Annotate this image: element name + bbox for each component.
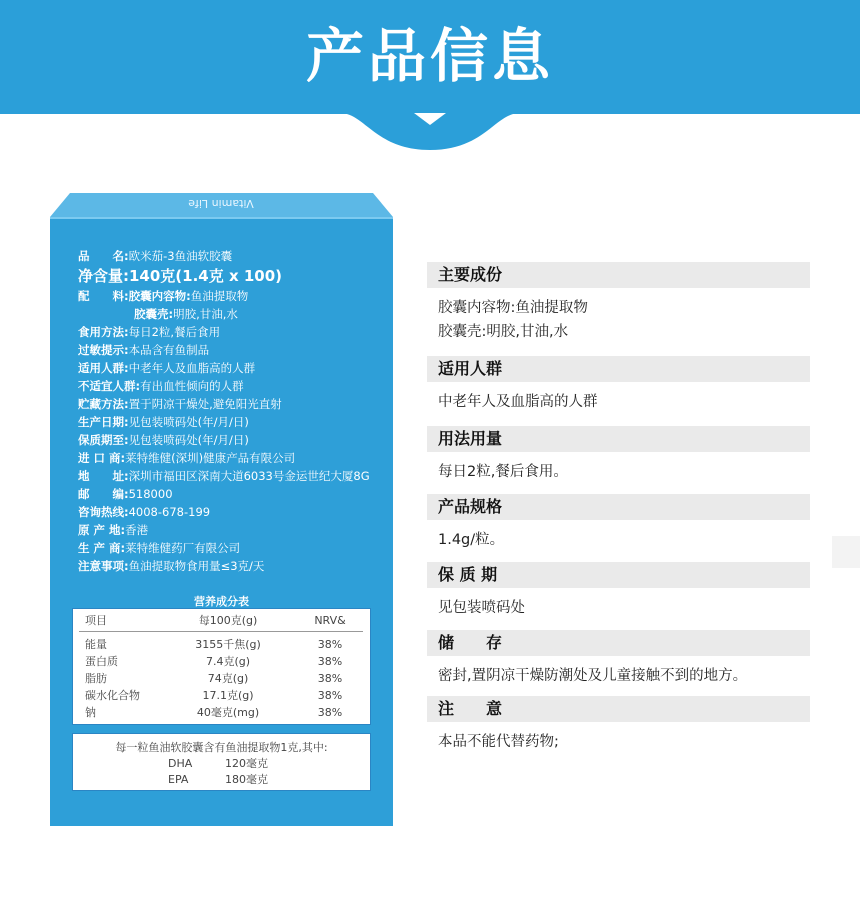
spec-row: [78, 467, 383, 485]
nutrition-cell: 钠: [85, 706, 96, 719]
spec-value: 鱼油提取物食用量≤3克/天: [128, 559, 265, 573]
section-heading: 保 质 期: [427, 562, 810, 588]
spec-row: [78, 377, 383, 395]
spec-value: 莱特维健(深圳)健康产品有限公司: [125, 451, 296, 465]
nutrition-cell: 17.1克(g): [202, 689, 254, 702]
spec-row: [78, 449, 383, 467]
spec-key: 净含量:: [78, 267, 129, 285]
spec-value: 莱特维健药厂有限公司: [125, 541, 241, 555]
nutrition-divider: [79, 631, 363, 632]
spec-value: 中老年人及血脂高的人群: [128, 361, 256, 375]
spec-value: 胶囊壳:: [134, 307, 174, 321]
nutrition-cell: 碳水化合物: [85, 689, 140, 702]
section-heading: 适用人群: [427, 356, 810, 382]
spec-row: [78, 305, 383, 323]
spec-value: 见包装喷码处(年/月/日): [128, 415, 249, 429]
extract-row: [73, 772, 370, 788]
spec-row: [78, 323, 383, 341]
section-heading: 注 意: [427, 696, 810, 722]
spec-key: 不适宜人群:: [78, 379, 141, 393]
box-spec-list: [78, 247, 383, 575]
spec-row: [78, 539, 383, 557]
section-heading: 主要成份: [427, 262, 810, 288]
spec-extra: 明胶,甘油,水: [173, 307, 238, 321]
nutrition-cell: 38%: [317, 689, 343, 702]
nutrition-table: [72, 608, 371, 725]
spec-value: 深圳市福田区深南大道6033号金运世纪大厦8G: [128, 469, 370, 483]
section-line: 每日2粒,餐后食用。: [438, 464, 568, 480]
spec-key: 品 名:: [78, 249, 129, 263]
nutrition-header-row: [73, 612, 370, 629]
spec-value: 140克(1.4克 x 100): [129, 267, 283, 285]
spec-value: 本品含有鱼制品: [128, 343, 210, 357]
section-body: [427, 520, 810, 562]
nutrition-cell: 38%: [317, 672, 343, 685]
spec-value: 4008-678-199: [128, 505, 211, 519]
extract-title: 每一粒鱼油软胶囊含有鱼油提取物1克,其中:: [115, 741, 328, 754]
spec-key: 生 产 商:: [78, 541, 126, 555]
section-heading: 用法用量: [427, 426, 810, 452]
spec-key: 咨询热线:: [78, 505, 129, 519]
section-body: [427, 722, 810, 762]
nutrition-header-cell: 项目: [85, 614, 107, 627]
spec-key: 注意事项:: [78, 559, 129, 573]
nutrition-row: [73, 653, 370, 670]
nutrition-title: 营养成分表: [194, 595, 249, 608]
extract-name: DHA: [168, 757, 193, 770]
spec-row: [78, 557, 383, 575]
extract-name: EPA: [168, 773, 189, 786]
extract-box: [72, 733, 371, 791]
extract-row: [73, 756, 370, 772]
spec-value: 香港: [125, 523, 149, 537]
spec-key: 地 址:: [78, 469, 129, 483]
spec-key: 原 产 地:: [78, 523, 126, 537]
nutrition-row: [73, 687, 370, 704]
spec-row: [78, 265, 383, 287]
nutrition-header-cell: NRV&: [314, 614, 346, 627]
spec-row: [78, 341, 383, 359]
spec-row: [78, 413, 383, 431]
section-body: [427, 588, 810, 630]
spec-key: 配 料:: [78, 289, 129, 303]
spec-value: 有出血性倾向的人群: [140, 379, 244, 393]
spec-row: [78, 431, 383, 449]
nutrition-cell: 38%: [317, 706, 343, 719]
section-body: [427, 382, 810, 426]
spec-value: 胶囊内容物:: [128, 289, 191, 303]
extract-value: 180毫克: [225, 773, 268, 786]
spec-row: [78, 359, 383, 377]
nutrition-cell: 38%: [317, 655, 343, 668]
spec-row: [78, 395, 383, 413]
spec-row: [78, 287, 383, 305]
spec-value: 见包装喷码处(年/月/日): [128, 433, 249, 447]
nutrition-header-cell: 每100克(g): [198, 614, 258, 627]
spec-key: 保质期至:: [78, 433, 129, 447]
section-body: [427, 452, 810, 494]
section-heading: 储 存: [427, 630, 810, 656]
section-line: 见包装喷码处: [438, 600, 525, 616]
spec-key: 生产日期:: [78, 415, 129, 429]
box-top-text: Vitamin Life: [188, 197, 254, 210]
nutrition-row: [73, 670, 370, 687]
nutrition-row: [73, 704, 370, 721]
nutrition-cell: 7.4克(g): [205, 655, 251, 668]
section-line: 1.4g/粒。: [438, 532, 505, 548]
spec-row: [78, 503, 383, 521]
spec-key: 贮藏方法:: [78, 397, 129, 411]
spec-value: 每日2粒,餐后食用: [128, 325, 221, 339]
section-line: 胶囊壳:明胶,甘油,水: [438, 324, 569, 340]
nutrition-cell: 脂肪: [85, 672, 107, 685]
section-line: 本品不能代替药物;: [438, 734, 559, 750]
spec-value: 518000: [128, 487, 173, 501]
nutrition-cell: 38%: [317, 638, 343, 651]
nutrition-cell: 3155千焦(g): [195, 638, 261, 651]
nutrition-row: [73, 636, 370, 653]
product-box: [50, 193, 393, 826]
page-title: 产品信息: [305, 22, 554, 90]
section-heading: 产品规格: [427, 494, 810, 520]
spec-key: 邮 编:: [78, 487, 129, 501]
extract-value: 120毫克: [225, 757, 268, 770]
spec-key: 适用人群:: [78, 361, 129, 375]
decorative-block: [832, 536, 860, 568]
section-body: [427, 288, 810, 356]
section-line: 密封,置阴凉干燥防潮处及儿童接触不到的地方。: [438, 668, 748, 684]
section-line: 中老年人及血脂高的人群: [438, 394, 598, 410]
spec-extra: 鱼油提取物: [190, 289, 249, 303]
section-body: [427, 656, 810, 696]
nutrition-cell: 74克(g): [207, 672, 249, 685]
spec-row: [78, 521, 383, 539]
spec-key: 食用方法:: [78, 325, 129, 339]
spec-value: 欧米茄-3鱼油软胶囊: [128, 249, 233, 263]
nutrition-cell: 40毫克(mg): [196, 706, 260, 719]
spec-key: 进 口 商:: [78, 451, 126, 465]
spec-row: [78, 485, 383, 503]
section-line: 胶囊内容物:鱼油提取物: [438, 300, 588, 316]
nutrition-cell: 能量: [85, 638, 107, 651]
spec-value: 置于阴凉干燥处,避免阳光直射: [128, 397, 282, 411]
nutrition-cell: 蛋白质: [85, 655, 118, 668]
spec-key: 过敏提示:: [78, 343, 129, 357]
spec-row: [78, 247, 383, 265]
product-info-list: [427, 262, 810, 762]
